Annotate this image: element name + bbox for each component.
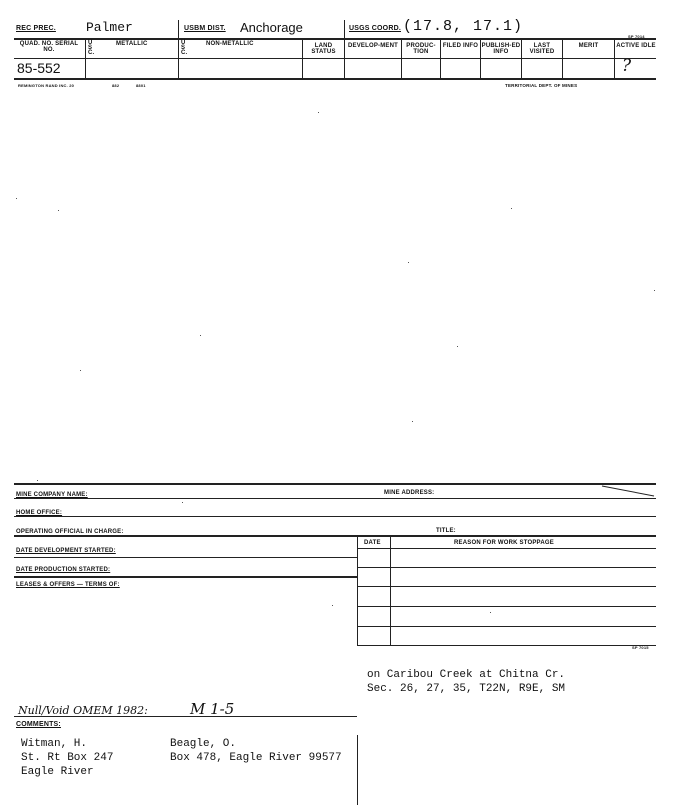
date-prod-started-label: DATE PRODUCTION STARTED:: [16, 567, 111, 573]
comments-divider: [357, 735, 358, 805]
col-non-metallic: NON-METALLIC: [206, 41, 254, 47]
printer-code-2: 8801: [136, 83, 146, 88]
col-metallic: METALLIC: [116, 41, 148, 47]
home-office-label: HOME OFFICE:: [16, 510, 63, 516]
header-rule: [14, 38, 656, 40]
col-us-nonmetallic: U S C.: [181, 40, 188, 56]
comments-label: COMMENTS:: [16, 721, 61, 728]
usgs-coord-value: (17.8, 17.1): [403, 18, 524, 35]
col-divider: [85, 38, 86, 79]
handwritten-code: M 1-5: [190, 700, 235, 718]
scan-speck: [318, 112, 319, 113]
null-void-note: Null/Void OMEM 1982:: [18, 704, 148, 717]
mine-company-name-label: MINE COMPANY NAME:: [16, 492, 88, 498]
form-rule: [14, 557, 357, 558]
col-land-status: LAND STATUS: [311, 43, 336, 55]
form-code: SP 7014: [628, 34, 645, 39]
col-production: PRODUC-TION: [406, 43, 436, 55]
scan-speck: [16, 198, 17, 199]
form-rule: [14, 498, 656, 499]
scan-speck: [332, 605, 333, 606]
scan-speck: [408, 262, 409, 263]
scan-speck: [200, 335, 201, 336]
scan-speck: [654, 290, 655, 291]
active-idle-mark: ?: [622, 56, 632, 76]
date-col-header: DATE: [364, 540, 381, 546]
record-serial: 85-552: [17, 60, 61, 76]
form-rule: [14, 535, 656, 537]
row-bottom-rule: [14, 78, 656, 80]
col-us-metallic: U S C.: [88, 40, 95, 56]
location-line-2: Sec. 26, 27, 35, T22N, R9E, SM: [367, 683, 566, 695]
department-name: TERRITORIAL DEPT. OF MINES: [505, 83, 578, 88]
col-divider: [178, 20, 179, 79]
stoppage-row-rule: [357, 548, 656, 549]
mine-address-label: MINE ADDRESS:: [384, 490, 435, 496]
col-merit: MERIT: [578, 43, 599, 49]
stoppage-row-rule: [357, 586, 656, 587]
col-active-idle: ACTIVE IDLE: [616, 43, 656, 49]
reason-col-header: REASON FOR WORK STOPPAGE: [454, 540, 554, 546]
rec-prec-label: REC PREC.: [16, 25, 56, 32]
form-rule: [14, 576, 357, 578]
date-dev-started-label: DATE DEVELOPMENT STARTED:: [16, 548, 116, 554]
stoppage-table-left: [357, 536, 358, 646]
address-pen-stroke: [600, 484, 656, 498]
stoppage-row-rule: [357, 567, 656, 568]
usgs-coord-label: USGS COORD.: [349, 25, 401, 32]
col-development: DEVELOP-MENT: [347, 43, 399, 49]
comment-left-line-2: St. Rt Box 247: [21, 752, 114, 764]
col-serial-no: SERIAL NO.: [43, 41, 79, 53]
form-rule: [14, 516, 656, 517]
leases-label: LEASES & OFFERS — TERMS OF:: [16, 582, 120, 588]
title-label: TITLE:: [436, 528, 456, 534]
col-quad-serial: [16, 41, 82, 53]
stoppage-row-rule: [357, 645, 656, 646]
scan-speck: [80, 370, 81, 371]
column-header-rule: [14, 58, 656, 59]
comment-left-line-1: Witman, H.: [21, 738, 88, 750]
printer-info: REMINGTON RAND INC. 20: [18, 83, 75, 88]
scan-speck: [182, 502, 183, 503]
printer-code-1: 882: [112, 83, 120, 88]
rec-prec-value: Palmer: [86, 20, 133, 35]
scan-speck: [511, 208, 512, 209]
scan-speck: [37, 480, 38, 481]
scan-speck: [58, 210, 59, 211]
location-line-1: on Caribou Creek at Chitna Cr.: [367, 669, 566, 681]
col-published-info: PUBLISH-ED INFO: [481, 43, 521, 55]
comment-right-line-2: Box 478, Eagle River 99577: [170, 752, 342, 764]
stoppage-row-rule: [357, 626, 656, 627]
stoppage-row-rule: [357, 606, 656, 607]
stoppage-table-divider: [390, 536, 391, 646]
usbm-dist-value: Anchorage: [240, 20, 303, 35]
col-divider: [344, 20, 345, 79]
scan-speck: [490, 612, 491, 613]
comment-right-line-1: Beagle, O.: [170, 738, 237, 750]
lower-form-code: SP 7015: [632, 645, 649, 650]
operating-official-label: OPERATING OFFICIAL IN CHARGE:: [16, 529, 124, 535]
col-last-visited: LAST VISITED: [529, 43, 555, 55]
col-quad-no: QUAD. NO.: [19, 41, 54, 47]
lower-form-top-rule: [14, 483, 656, 485]
comment-left-line-3: Eagle River: [21, 766, 94, 778]
scan-speck: [457, 346, 458, 347]
col-filed-info: FILED INFO: [442, 43, 479, 49]
scan-speck: [412, 421, 413, 422]
usbm-dist-label: USBM DIST.: [184, 25, 226, 32]
form-rule: [14, 716, 357, 717]
